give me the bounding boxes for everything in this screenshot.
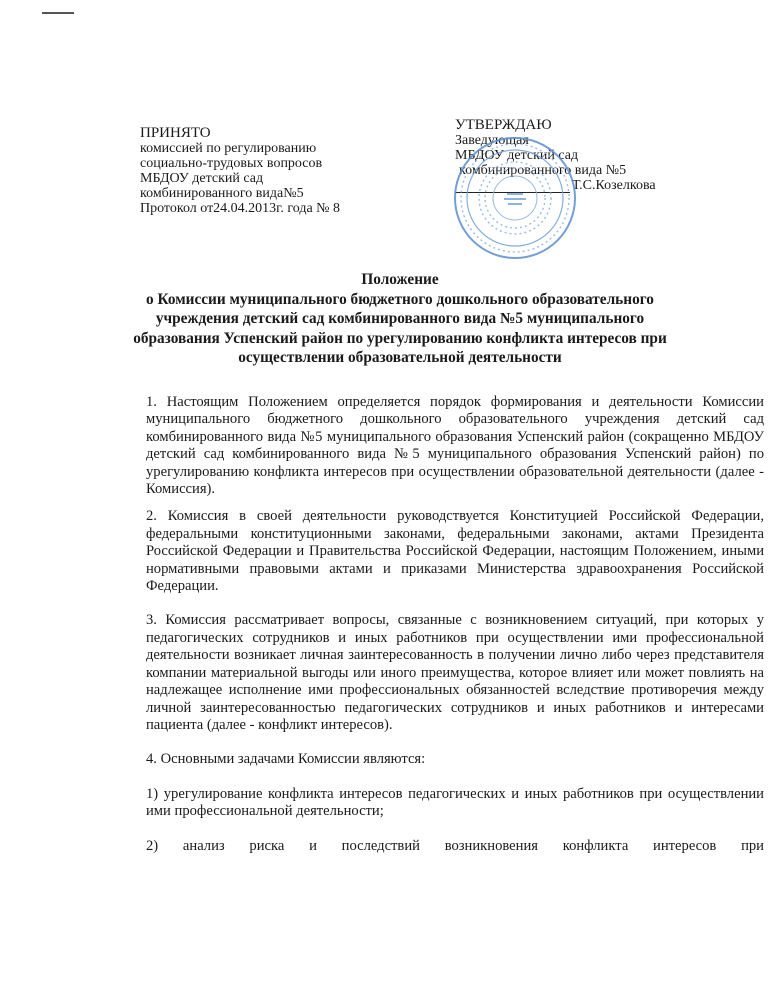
adopted-line: комиссией по регулированию bbox=[140, 141, 317, 156]
adopted-title: ПРИНЯТО bbox=[140, 125, 211, 141]
paragraph-4: 4. Основными задачами Комиссии являются: bbox=[146, 751, 426, 768]
paragraph-2: 2. Комиссия в своей деятельности руководствуется Конституцией Российской Федерации, федеральными конституционными законами, федеральными законами, актами Президента Российской Федерации и Правительства Российской Федерации, настоящим Положением, иными нормативными правовыми актами и приказами Министерства здравоохранения Российской Федерации. bbox=[146, 508, 764, 595]
title-line: Положение bbox=[361, 271, 439, 288]
approval-line: Заведующая bbox=[455, 133, 529, 148]
approval-line: МБДОУ детский сад bbox=[455, 148, 579, 163]
adopted-line: МБДОУ детский сад bbox=[140, 171, 264, 186]
official-seal-stamp bbox=[452, 135, 578, 261]
document-body bbox=[146, 394, 764, 855]
protocol-line: Протокол от24.04.2013г. года № 8 bbox=[140, 201, 341, 216]
title-line: о Комиссии муниципального бюджетного дошкольного образовательного bbox=[146, 290, 654, 308]
title-line: образования Успенский район по урегулированию конфликта интересов при bbox=[133, 329, 667, 347]
scan-artifact-mark bbox=[42, 12, 74, 14]
adopted-line: комбинированного вида№5 bbox=[140, 186, 304, 201]
paragraph-3: 3. Комиссия рассматривает вопросы, связанные с возникновением ситуаций, при которых у педагогических сотрудников и иных работников при осуществлении ими профессиональной деятельности возникает личная заинтересованность в получении лично либо через представителя компании материальной выгоды или иного преимущества, которое влияет или может повлиять на надлежащее исполнение ими профессиональных обязанностей вследствие противоречия между личной заинтересованностью педагогических сотрудников и иных работников и интересами пациента (далее - конфликт интересов). bbox=[146, 612, 764, 733]
adopted-block bbox=[140, 126, 340, 216]
approval-title: УТВЕРЖДАЮ bbox=[455, 117, 552, 133]
list-item-2: 2) анализ риска и последствий возникновения конфликта интересов при bbox=[146, 837, 764, 854]
title-line: учреждения детский сад комбинированного вида №5 муниципального bbox=[155, 310, 645, 327]
adopted-line: социально-трудовых вопросов bbox=[140, 156, 323, 171]
approval-line: комбинированного вида №5 bbox=[459, 163, 627, 178]
list-item-1: 1) урегулирование конфликта интересов педагогических и иных работников при осуществлении ими профессиональной деятельности; bbox=[146, 785, 764, 820]
title-line: осуществлении образовательной деятельности bbox=[238, 349, 562, 366]
signature-name: Т.С.Козелкова bbox=[572, 178, 656, 193]
document-title bbox=[120, 270, 680, 368]
paragraph-1: 1. Настоящим Положением определяется порядок формирования и деятельности Комиссии муниципального бюджетного дошкольного образовательного учреждения детский сад комбинированного вида №5 муниципального образования Успенский район (сокращенно МБДОУ детский сад комбинированного вида №5 муниципального образования Успенский район) по урегулированию конфликта интересов при осуществлении образовательной деятельности (далее - Комиссия). bbox=[146, 394, 764, 498]
